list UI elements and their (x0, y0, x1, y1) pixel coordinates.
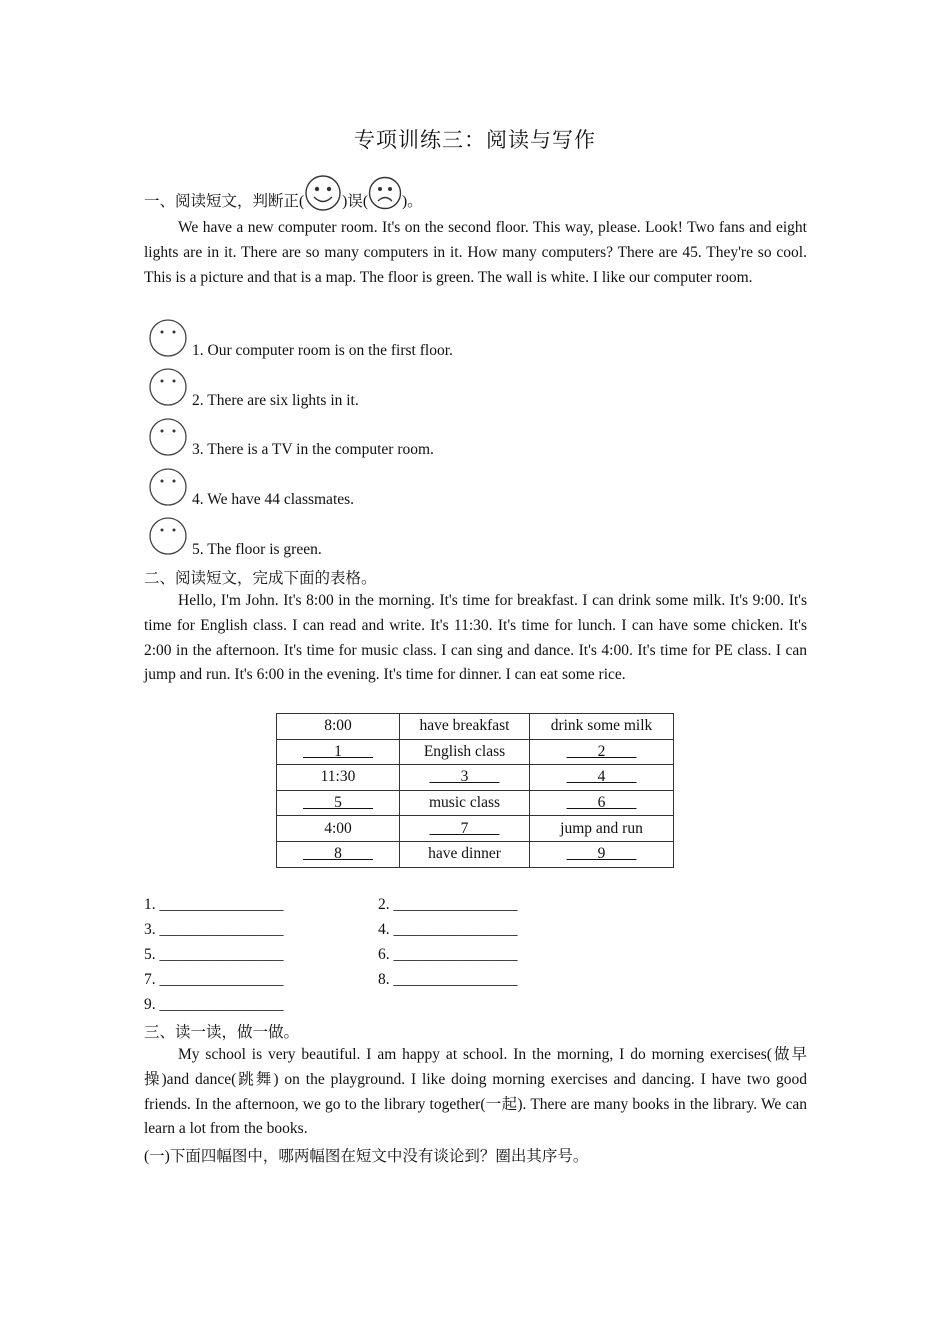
smile-face-icon (304, 192, 342, 212)
question-2: 2. There are six lights in it. (192, 392, 359, 409)
table-cell: English class (400, 739, 530, 765)
blank-face-icon[interactable] (148, 417, 188, 457)
table-row (277, 841, 674, 867)
question-5: 5. The floor is green. (192, 541, 322, 558)
section3-heading: 三、读一读，做一做。 (144, 1024, 300, 1041)
sad-face-icon (368, 192, 402, 212)
table-blank-cell[interactable]: ____8____ (277, 841, 400, 867)
question-4: 4. We have 44 classmates. (192, 491, 355, 508)
table-blank-cell[interactable]: ____5____ (277, 790, 400, 816)
table-row (277, 739, 674, 765)
answer-line-4[interactable]: 4. ________________ (378, 921, 518, 938)
section2-passage: Hello, I'm John. It's 8:00 in the morning. It's time for breakfast. I can drink some milk. It's 9:00. It's time for English class. I can read and write. It's 11:30. It's time for lunch. I can have some chicken. It's 2:00 in the afternoon. It's time for music class. I can sing and dance. It's 4:00. It's time for PE class. I can jump and run. It's 6:00 in the evening. It's time for dinner. I can eat some rice. (144, 592, 807, 684)
answer-line-9[interactable]: 9. ________________ (144, 996, 284, 1013)
answer-line-8[interactable]: 8. ________________ (378, 971, 518, 988)
table-row (277, 714, 674, 740)
table-cell: jump and run (530, 816, 674, 842)
table-blank-cell[interactable]: ____9____ (530, 841, 674, 867)
question-3: 3. There is a TV in the computer room. (192, 441, 434, 458)
answer-line-3[interactable]: 3. ________________ (144, 921, 284, 938)
answer-line-1[interactable]: 1. ________________ (144, 896, 284, 913)
answer-line-6[interactable]: 6. ________________ (378, 946, 518, 963)
table-row (277, 765, 674, 791)
table-blank-cell[interactable]: ____6____ (530, 790, 674, 816)
table-row (277, 816, 674, 842)
blank-face-icon[interactable] (148, 467, 188, 507)
blank-face-icon[interactable] (148, 367, 188, 407)
table-cell: 8:00 (277, 714, 400, 740)
answer-line-5[interactable]: 5. ________________ (144, 946, 284, 963)
schedule-table (276, 713, 674, 868)
page-title: 专项训练三：阅读与写作 (354, 128, 596, 152)
question-1: 1. Our computer room is on the first floor. (192, 342, 453, 359)
table-cell: music class (400, 790, 530, 816)
table-cell: have dinner (400, 841, 530, 867)
table-blank-cell[interactable]: ____4____ (530, 765, 674, 791)
blank-face-icon[interactable] (148, 318, 188, 358)
table-blank-cell[interactable]: ____2____ (530, 739, 674, 765)
table-blank-cell[interactable]: ____7____ (400, 816, 530, 842)
table-cell: have breakfast (400, 714, 530, 740)
table-cell: drink some milk (530, 714, 674, 740)
table-cell: 4:00 (277, 816, 400, 842)
section2-heading: 二、阅读短文，完成下面的表格。 (144, 570, 377, 587)
table-blank-cell[interactable]: ____3____ (400, 765, 530, 791)
section1-passage: We have a new computer room. It's on the second floor. This way, please. Look! Two fans and eight lights are in it. There are so many computers in it. How many computers? There are 45. They're so cool. This is a picture and that is a map. The floor is green. The wall is white. I like our computer room. (144, 219, 807, 286)
answer-line-7[interactable]: 7. ________________ (144, 971, 284, 988)
table-blank-cell[interactable]: ____1____ (277, 739, 400, 765)
section3-subquestion: (一)下面四幅图中，哪两幅图在短文中没有谈论到？圈出其序号。 (144, 1148, 589, 1165)
blank-face-icon[interactable] (148, 516, 188, 556)
answer-line-2[interactable]: 2. ________________ (378, 896, 518, 913)
section3-passage: My school is very beautiful. I am happy at school. In the morning, I do morning exercises(做早操)and dance(跳舞) on the playground. I like doing morning exercises and dancing. I have two good friends. In the afternoon, we go to the library together(一起). There are many books in the library. We can learn a lot from the books. (144, 1046, 807, 1138)
table-cell: 11:30 (277, 765, 400, 791)
section1-heading: 一、阅读短文，判断正( )误( )。 (144, 189, 423, 212)
table-row (277, 790, 674, 816)
